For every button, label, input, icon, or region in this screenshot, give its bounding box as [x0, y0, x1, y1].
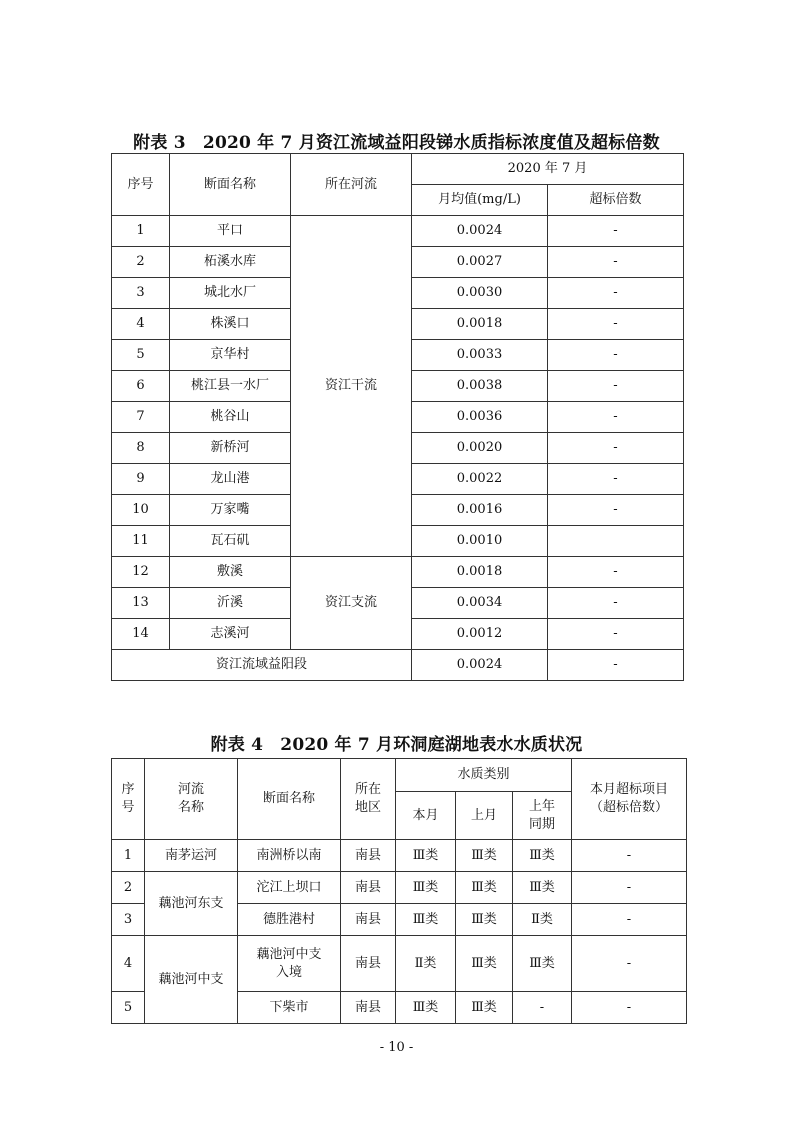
river-main: 资江干流: [291, 216, 412, 557]
header-period: 2020 年 7 月: [412, 154, 684, 185]
row-exceed: -: [572, 840, 687, 872]
row-this: Ⅲ类: [396, 904, 456, 936]
row-no: 7: [112, 402, 170, 433]
row-lastyear: Ⅱ类: [513, 904, 572, 936]
row-exceed: -: [548, 464, 684, 495]
header-this-month: 本月: [396, 792, 456, 840]
row-no: 14: [112, 619, 170, 650]
header-exceed-line2: （超标倍数）: [589, 800, 668, 815]
row-exceed: -: [548, 433, 684, 464]
row-area: 南县: [341, 992, 396, 1024]
row-this: Ⅲ类: [396, 872, 456, 904]
row-this: Ⅲ类: [396, 840, 456, 872]
header-area-line2: 地区: [354, 800, 381, 815]
row-no: 4: [112, 936, 145, 992]
row-no: 1: [112, 840, 145, 872]
table4-title: 附表 4 2020 年 7 月环洞庭湖地表水水质状况: [210, 735, 583, 755]
row-exceed: -: [572, 904, 687, 936]
row-exceed: -: [548, 588, 684, 619]
row-exceed: -: [548, 402, 684, 433]
row-exceed: -: [548, 247, 684, 278]
row-no: 5: [112, 992, 145, 1024]
summary-exceed: -: [548, 650, 684, 681]
header-exceed-line1: 本月超标项目: [589, 782, 668, 798]
row-name: 桃谷山: [170, 402, 291, 433]
row-no: 5: [112, 340, 170, 371]
row-section-line1: 藕池河中支: [256, 946, 322, 962]
header-last-month: 上月: [456, 792, 513, 840]
summary-row: [112, 650, 684, 681]
header-no-line2: 号: [121, 800, 135, 815]
row-name: 柘溪水库: [170, 247, 291, 278]
row-no: 10: [112, 495, 170, 526]
row-last: Ⅲ类: [456, 872, 513, 904]
row-area: 南县: [341, 872, 396, 904]
row-river: 南茅运河: [145, 840, 238, 872]
row-section: [238, 936, 341, 992]
row-exceed: -: [548, 557, 684, 588]
row-exceed: -: [572, 992, 687, 1024]
row-exceed: -: [548, 278, 684, 309]
river-branch: 资江支流: [291, 557, 412, 650]
row-no: 2: [112, 872, 145, 904]
table3-title: 附表 3 2020 年 7 月资江流域益阳段锑水质指标浓度值及超标倍数: [133, 133, 660, 153]
row-no: 1: [112, 216, 170, 247]
row-value: 0.0018: [412, 557, 548, 588]
row-section-line2: 入境: [275, 964, 302, 980]
row-name: 新桥河: [170, 433, 291, 464]
header-last-year-line2: 同期: [528, 816, 555, 832]
row-lastyear: Ⅲ类: [513, 872, 572, 904]
summary-label: 资江流域益阳段: [112, 650, 412, 681]
row-value: 0.0012: [412, 619, 548, 650]
row-name: 万家嘴: [170, 495, 291, 526]
header-no: 序号: [112, 154, 170, 216]
summary-value: 0.0024: [412, 650, 548, 681]
row-section: 沱江上坝口: [238, 872, 341, 904]
header-river-line1: 河流: [177, 782, 204, 798]
header-exceed: [572, 759, 687, 840]
row-name: 城北水厂: [170, 278, 291, 309]
row-area: 南县: [341, 840, 396, 872]
row-name: 瓦石矶: [170, 526, 291, 557]
page-number: - 10 -: [379, 1040, 414, 1055]
row-exceed: -: [548, 619, 684, 650]
row-river: 藕池河中支: [145, 936, 238, 1024]
header-category: 水质类别: [396, 759, 572, 792]
row-value: 0.0030: [412, 278, 548, 309]
row-no: 3: [112, 278, 170, 309]
row-name: 桃江县一水厂: [170, 371, 291, 402]
row-value: 0.0018: [412, 309, 548, 340]
row-value: 0.0027: [412, 247, 548, 278]
header-no: [112, 759, 145, 840]
row-no: 9: [112, 464, 170, 495]
header-last-year-line1: 上年: [528, 798, 555, 814]
row-no: 8: [112, 433, 170, 464]
row-lastyear: Ⅲ类: [513, 936, 572, 992]
row-lastyear: Ⅲ类: [513, 840, 572, 872]
row-exceed: -: [572, 872, 687, 904]
row-exceed: [548, 526, 684, 557]
row-value: 0.0022: [412, 464, 548, 495]
row-value: 0.0034: [412, 588, 548, 619]
row-no: 3: [112, 904, 145, 936]
row-exceed: -: [548, 340, 684, 371]
table3: [111, 153, 684, 681]
row-exceed: -: [548, 216, 684, 247]
row-no: 11: [112, 526, 170, 557]
row-last: Ⅲ类: [456, 936, 513, 992]
row-value: 0.0036: [412, 402, 548, 433]
header-section: 断面名称: [170, 154, 291, 216]
row-name: 龙山港: [170, 464, 291, 495]
row-name: 平口: [170, 216, 291, 247]
row-river: 藕池河东支: [145, 872, 238, 936]
row-section: 德胜港村: [238, 904, 341, 936]
table-row: [112, 872, 687, 904]
row-area: 南县: [341, 904, 396, 936]
header-last-year: [513, 792, 572, 840]
row-exceed: -: [548, 371, 684, 402]
table-row: [112, 557, 684, 588]
row-value: 0.0038: [412, 371, 548, 402]
row-name: 沂溪: [170, 588, 291, 619]
table4: [111, 758, 687, 1024]
row-value: 0.0016: [412, 495, 548, 526]
header-river: [145, 759, 238, 840]
header-area: [341, 759, 396, 840]
row-no: 13: [112, 588, 170, 619]
row-name: 敷溪: [170, 557, 291, 588]
row-this: Ⅱ类: [396, 936, 456, 992]
row-value: 0.0033: [412, 340, 548, 371]
header-exceed: 超标倍数: [548, 185, 684, 216]
row-this: Ⅲ类: [396, 992, 456, 1024]
header-avg: 月均值(mg/L): [412, 185, 548, 216]
row-name: 株溪口: [170, 309, 291, 340]
row-no: 2: [112, 247, 170, 278]
row-section: 下柴市: [238, 992, 341, 1024]
row-last: Ⅲ类: [456, 840, 513, 872]
header-section: 断面名称: [238, 759, 341, 840]
row-no: 6: [112, 371, 170, 402]
row-last: Ⅲ类: [456, 992, 513, 1024]
row-name: 志溪河: [170, 619, 291, 650]
row-section: 南洲桥以南: [238, 840, 341, 872]
row-area: 南县: [341, 936, 396, 992]
row-no: 12: [112, 557, 170, 588]
table-row: [112, 216, 684, 247]
row-value: 0.0010: [412, 526, 548, 557]
header-river-line2: 名称: [177, 800, 204, 815]
row-exceed: -: [548, 309, 684, 340]
row-value: 0.0024: [412, 216, 548, 247]
row-name: 京华村: [170, 340, 291, 371]
table-row: [112, 840, 687, 872]
row-exceed: -: [572, 936, 687, 992]
header-river: 所在河流: [291, 154, 412, 216]
header-no-line1: 序: [121, 782, 135, 798]
row-value: 0.0020: [412, 433, 548, 464]
table-row: [112, 936, 687, 992]
header-area-line1: 所在: [354, 782, 381, 798]
row-lastyear: -: [513, 992, 572, 1024]
row-last: Ⅲ类: [456, 904, 513, 936]
row-no: 4: [112, 309, 170, 340]
row-exceed: -: [548, 495, 684, 526]
